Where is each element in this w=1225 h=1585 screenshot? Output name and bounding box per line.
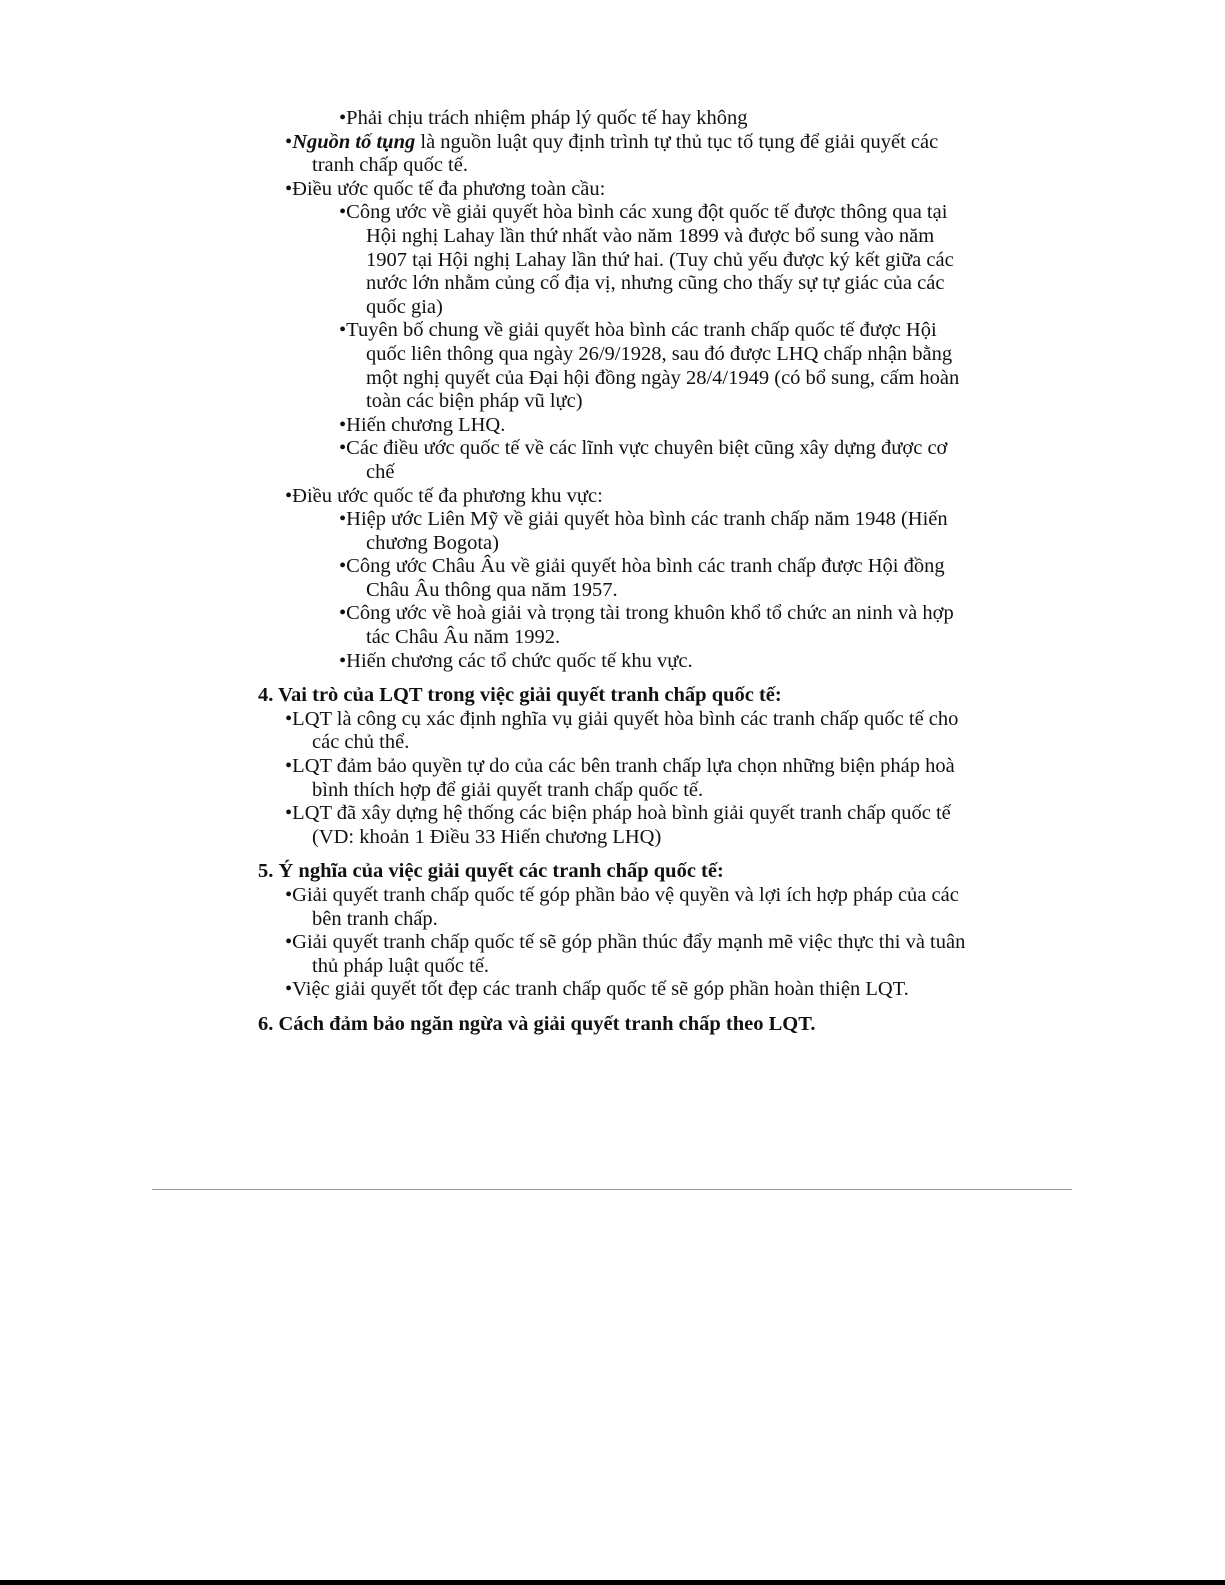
- list-item: •Công ước về giải quyết hòa bình các xung đột quốc tế được thông qua tại Hội nghị Lahay lần thứ nhất vào năm 1899 và được bổ sung vào năm 1907 tại Hội nghị Lahay lần thứ hai. (Tuy chủ yếu được ký kết giữa các nước lớn nhằm củng cố địa vị, nhưng cũng cho thấy sự tự giác của các quốc gia): [339, 201, 954, 318]
- section-heading: 6. Cách đảm bảo ngăn ngừa và giải quyết tranh chấp theo LQT.: [258, 1012, 816, 1035]
- section-heading: 4. Vai trò của LQT trong việc giải quyết tranh chấp quốc tế:: [258, 684, 782, 707]
- list-item: •Hiến chương các tổ chức quốc tế khu vực.: [339, 649, 693, 672]
- list-item: •Giải quyết tranh chấp quốc tế góp phần bảo vệ quyền và lợi ích hợp pháp của các bên tranh chấp.: [285, 884, 959, 930]
- page-bottom-edge: [0, 1580, 1225, 1585]
- list-item: •Hiến chương LHQ.: [339, 413, 506, 436]
- list-item: •Điều ước quốc tế đa phương khu vực:: [285, 484, 603, 507]
- list-item-text: là nguồn luật quy định trình tự thủ tục tố tụng để giải quyết các tranh chấp quốc tế.: [312, 130, 939, 177]
- list-item: •LQT đã xây dựng hệ thống các biện pháp hoà bình giải quyết tranh chấp quốc tế (VD: khoản 1 Điều 33 Hiến chương LHQ): [285, 802, 951, 848]
- list-item: •Giải quyết tranh chấp quốc tế sẽ góp phần thúc đẩy mạnh mẽ việc thực thi và tuân thủ pháp luật quốc tế.: [285, 931, 966, 977]
- list-item: •LQT là công cụ xác định nghĩa vụ giải quyết hòa bình các tranh chấp quốc tế cho các chủ thể.: [285, 707, 959, 754]
- section-heading: 5. Ý nghĩa của việc giải quyết các tranh chấp quốc tế:: [258, 860, 724, 883]
- list-item: •Các điều ước quốc tế về các lĩnh vực chuyên biệt cũng xây dựng được cơ chế: [339, 437, 948, 483]
- list-item: •Công ước Châu Âu về giải quyết hòa bình các tranh chấp được Hội đồng Châu Âu thông qua năm 1957.: [339, 555, 945, 601]
- list-item: •Hiệp ước Liên Mỹ về giải quyết hòa bình các tranh chấp năm 1948 (Hiến chương Bogota): [339, 508, 948, 554]
- document-body: [258, 107, 978, 1037]
- list-item: •Công ước về hoà giải và trọng tài trong khuôn khổ tổ chức an ninh và hợp tác Châu Âu năm 1992.: [339, 602, 954, 649]
- list-item: •Điều ước quốc tế đa phương toàn cầu:: [285, 177, 606, 200]
- list-item: •Phải chịu trách nhiệm pháp lý quốc tế hay không: [339, 107, 748, 129]
- horizontal-divider: [152, 1189, 1072, 1190]
- list-item: •Nguồn tố tụng là nguồn luật quy định trình tự thủ tục tố tụng để giải quyết các tranh chấp quốc tế.: [285, 130, 939, 177]
- list-item: •LQT đảm bảo quyền tự do của các bên tranh chấp lựa chọn những biện pháp hoà bình thích hợp để giải quyết tranh chấp quốc tế.: [285, 755, 955, 801]
- list-item: •Việc giải quyết tốt đẹp các tranh chấp quốc tế sẽ góp phần hoàn thiện LQT.: [285, 978, 909, 1001]
- emphasized-term: Nguồn tố tụng: [292, 130, 416, 153]
- list-item: •Tuyên bố chung về giải quyết hòa bình các tranh chấp quốc tế được Hội quốc liên thông qua ngày 26/9/1928, sau đó được LHQ chấp nhận bằng một nghị quyết của Đại hội đồng ngày 28/4/1949 (có bổ sung, cấm hoàn toàn các biện pháp vũ lực): [339, 319, 960, 413]
